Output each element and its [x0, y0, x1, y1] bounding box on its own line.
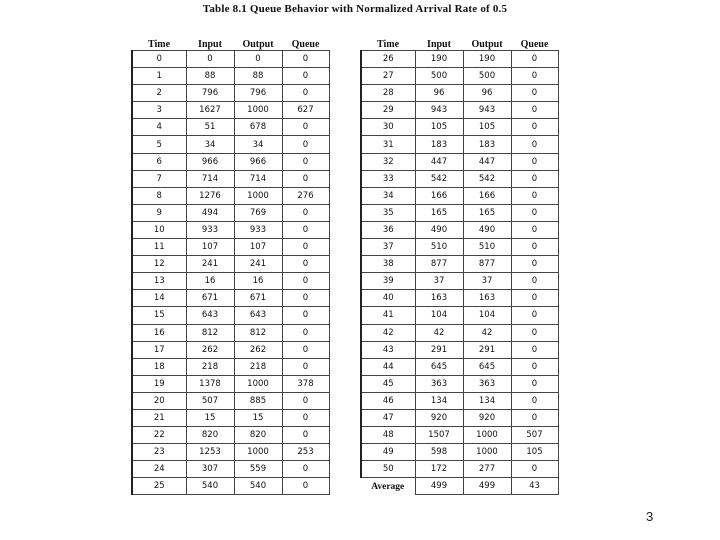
- queue-table-left: [131, 36, 330, 495]
- cell-time: 23: [132, 444, 186, 461]
- cell-output: 559: [234, 461, 282, 478]
- cell-queue: 0: [511, 119, 558, 136]
- table-row: [361, 409, 558, 426]
- cell-input: 920: [415, 409, 463, 426]
- table-row: [132, 119, 329, 136]
- cell-time: 29: [361, 102, 415, 119]
- table-row: [361, 290, 558, 307]
- cell-output: 183: [463, 136, 511, 153]
- table-row: [132, 427, 329, 444]
- cell-input: 363: [415, 375, 463, 392]
- table-row: [132, 153, 329, 170]
- table-row: [361, 221, 558, 238]
- cell-input: 172: [415, 461, 463, 478]
- cell-time: 34: [361, 187, 415, 204]
- table-row: [132, 392, 329, 409]
- table-row: [361, 51, 558, 68]
- table-row: [132, 461, 329, 478]
- cell-input: 307: [186, 461, 234, 478]
- cell-output: 96: [463, 85, 511, 102]
- table-row: [361, 102, 558, 119]
- cell-time: 28: [361, 85, 415, 102]
- cell-time: 15: [132, 307, 186, 324]
- cell-time: 45: [361, 375, 415, 392]
- table-row: [132, 51, 329, 68]
- cell-time: 27: [361, 68, 415, 85]
- table-row: [361, 256, 558, 273]
- table-row: [132, 324, 329, 341]
- cell-queue: 0: [282, 273, 329, 290]
- cell-time: 21: [132, 409, 186, 426]
- cell-queue: 0: [282, 170, 329, 187]
- cell-time: 31: [361, 136, 415, 153]
- cell-input: 447: [415, 153, 463, 170]
- cell-output: 107: [234, 239, 282, 256]
- cell-time: 48: [361, 427, 415, 444]
- cell-input: 510: [415, 239, 463, 256]
- cell-queue: 253: [282, 444, 329, 461]
- cell-output: 42: [463, 324, 511, 341]
- cell-input: 820: [186, 427, 234, 444]
- cell-queue: 0: [282, 341, 329, 358]
- cell-input: 183: [415, 136, 463, 153]
- cell-queue: 0: [511, 324, 558, 341]
- cell-queue: 627: [282, 102, 329, 119]
- table-row: [132, 358, 329, 375]
- cell-time: 46: [361, 392, 415, 409]
- cell-time: 50: [361, 461, 415, 478]
- cell-queue: 378: [282, 375, 329, 392]
- cell-output: 877: [463, 256, 511, 273]
- table-row: [361, 68, 558, 85]
- cell-queue: 0: [282, 324, 329, 341]
- table-row: [361, 153, 558, 170]
- cell-input: 134: [415, 392, 463, 409]
- header-queue: Queue: [520, 39, 549, 50]
- cell-time: 37: [361, 239, 415, 256]
- cell-queue: 0: [511, 85, 558, 102]
- cell-output: 16: [234, 273, 282, 290]
- cell-input: 714: [186, 170, 234, 187]
- cell-output: 1000: [234, 102, 282, 119]
- cell-queue: 0: [282, 204, 329, 221]
- cell-input: 165: [415, 204, 463, 221]
- cell-time: 22: [132, 427, 186, 444]
- cell-time: 14: [132, 290, 186, 307]
- table-row: [132, 341, 329, 358]
- cell-time: 49: [361, 444, 415, 461]
- table-row: [361, 119, 558, 136]
- table-row: [132, 273, 329, 290]
- cell-time: 38: [361, 256, 415, 273]
- cell-queue: 0: [511, 341, 558, 358]
- cell-output: 165: [463, 204, 511, 221]
- header-time: Time: [376, 39, 400, 50]
- cell-queue: 0: [282, 478, 329, 495]
- table-row: [361, 341, 558, 358]
- table-row: [132, 102, 329, 119]
- cell-output: 291: [463, 341, 511, 358]
- cell-output: 241: [234, 256, 282, 273]
- cell-output: 105: [463, 119, 511, 136]
- table-row: [132, 375, 329, 392]
- cell-output: 1000: [463, 427, 511, 444]
- cell-queue: 0: [511, 290, 558, 307]
- table-row: [361, 136, 558, 153]
- cell-input: 88: [186, 68, 234, 85]
- cell-queue: 0: [511, 68, 558, 85]
- cell-input: 540: [186, 478, 234, 495]
- cell-queue: 0: [511, 51, 558, 68]
- cell-queue: 0: [511, 307, 558, 324]
- cell-time: 42: [361, 324, 415, 341]
- cell-output: 678: [234, 119, 282, 136]
- cell-queue: 276: [282, 187, 329, 204]
- cell-input: 190: [415, 51, 463, 68]
- cell-queue: 0: [511, 187, 558, 204]
- cell-input: 37: [415, 273, 463, 290]
- cell-output: 542: [463, 170, 511, 187]
- cell-queue: 0: [511, 204, 558, 221]
- cell-queue: 0: [511, 136, 558, 153]
- cell-input: 943: [415, 102, 463, 119]
- cell-queue: 0: [282, 85, 329, 102]
- cell-input: 507: [186, 392, 234, 409]
- header-row: [132, 36, 329, 51]
- cell-output: 645: [463, 358, 511, 375]
- table-row: [132, 307, 329, 324]
- cell-input: 542: [415, 170, 463, 187]
- cell-time: 24: [132, 461, 186, 478]
- cell-queue: 0: [511, 273, 558, 290]
- cell-time: 7: [132, 170, 186, 187]
- cell-time: 43: [361, 341, 415, 358]
- cell-queue: 105: [511, 444, 558, 461]
- cell-time: 41: [361, 307, 415, 324]
- table-row: [132, 409, 329, 426]
- table-row: [132, 68, 329, 85]
- cell-time: 19: [132, 375, 186, 392]
- cell-input: 218: [186, 358, 234, 375]
- cell-queue: 0: [282, 392, 329, 409]
- cell-time: 8: [132, 187, 186, 204]
- cell-time: 2: [132, 85, 186, 102]
- cell-time: 18: [132, 358, 186, 375]
- cell-input: 933: [186, 221, 234, 238]
- table-row: [361, 239, 558, 256]
- cell-output: 500: [463, 68, 511, 85]
- cell-input: 163: [415, 290, 463, 307]
- cell-time: 1: [132, 68, 186, 85]
- cell-input: 96: [415, 85, 463, 102]
- cell-input: 494: [186, 204, 234, 221]
- cell-queue: 0: [282, 358, 329, 375]
- cell-input: 166: [415, 187, 463, 204]
- cell-queue: 43: [511, 478, 558, 495]
- cell-output: 920: [463, 409, 511, 426]
- cell-time: 3: [132, 102, 186, 119]
- cell-input: 671: [186, 290, 234, 307]
- header-input: Input: [198, 39, 222, 50]
- page-number: 3: [646, 509, 654, 524]
- cell-input: 1276: [186, 187, 234, 204]
- cell-time: 40: [361, 290, 415, 307]
- table-row: [132, 187, 329, 204]
- cell-queue: 0: [282, 68, 329, 85]
- cell-output: 510: [463, 239, 511, 256]
- cell-time: 44: [361, 358, 415, 375]
- cell-output: 104: [463, 307, 511, 324]
- cell-output: 88: [234, 68, 282, 85]
- cell-queue: 0: [282, 136, 329, 153]
- cell-time: 4: [132, 119, 186, 136]
- cell-output: 1000: [234, 187, 282, 204]
- cell-time: 9: [132, 204, 186, 221]
- cell-input: 1507: [415, 427, 463, 444]
- cell-input: 643: [186, 307, 234, 324]
- table-row: [361, 444, 558, 461]
- table-row: [132, 85, 329, 102]
- cell-output: 363: [463, 375, 511, 392]
- cell-input: 877: [415, 256, 463, 273]
- cell-input: 499: [415, 478, 463, 495]
- cell-output: 163: [463, 290, 511, 307]
- table-row: [132, 136, 329, 153]
- cell-output: 1000: [234, 375, 282, 392]
- cell-output: 134: [463, 392, 511, 409]
- cell-time: 16: [132, 324, 186, 341]
- table-row: [361, 375, 558, 392]
- cell-output: 933: [234, 221, 282, 238]
- cell-queue: 0: [511, 392, 558, 409]
- cell-output: 15: [234, 409, 282, 426]
- cell-queue: 0: [282, 409, 329, 426]
- cell-input: 598: [415, 444, 463, 461]
- cell-queue: 0: [511, 358, 558, 375]
- cell-input: 34: [186, 136, 234, 153]
- table-row: [361, 85, 558, 102]
- cell-output: 499: [463, 478, 511, 495]
- cell-input: 1627: [186, 102, 234, 119]
- cell-output: 943: [463, 102, 511, 119]
- cell-queue: 0: [511, 102, 558, 119]
- cell-input: 16: [186, 273, 234, 290]
- table-row: [132, 444, 329, 461]
- cell-queue: 0: [282, 51, 329, 68]
- cell-time: 33: [361, 170, 415, 187]
- cell-output: 812: [234, 324, 282, 341]
- cell-output: 966: [234, 153, 282, 170]
- table-row: [361, 307, 558, 324]
- cell-queue: 0: [511, 153, 558, 170]
- cell-input: 812: [186, 324, 234, 341]
- cell-input: 105: [415, 119, 463, 136]
- cell-time: 13: [132, 273, 186, 290]
- table-row: [361, 187, 558, 204]
- cell-queue: 0: [511, 221, 558, 238]
- cell-time: 26: [361, 51, 415, 68]
- cell-input: 500: [415, 68, 463, 85]
- cell-input: 42: [415, 324, 463, 341]
- cell-queue: 0: [282, 307, 329, 324]
- cell-queue: 0: [511, 239, 558, 256]
- cell-output: 490: [463, 221, 511, 238]
- cell-input: 1253: [186, 444, 234, 461]
- cell-time: 10: [132, 221, 186, 238]
- cell-output: 540: [234, 478, 282, 495]
- cell-queue: 0: [511, 461, 558, 478]
- table-row: [361, 324, 558, 341]
- cell-queue: 0: [511, 170, 558, 187]
- cell-time: 5: [132, 136, 186, 153]
- cell-input: 51: [186, 119, 234, 136]
- cell-input: 107: [186, 239, 234, 256]
- table-row: [361, 392, 558, 409]
- cell-time: 12: [132, 256, 186, 273]
- cell-queue: 507: [511, 427, 558, 444]
- table-row: [132, 170, 329, 187]
- table-row: [361, 273, 558, 290]
- table-row: [361, 358, 558, 375]
- header-output: Output: [242, 39, 274, 50]
- table-row: [361, 204, 558, 221]
- table-row: [361, 461, 558, 478]
- table-row: [132, 256, 329, 273]
- cell-output: 447: [463, 153, 511, 170]
- cell-input: 104: [415, 307, 463, 324]
- cell-time: 39: [361, 273, 415, 290]
- queue-table-right: [360, 36, 559, 495]
- cell-output: 34: [234, 136, 282, 153]
- cell-output: 769: [234, 204, 282, 221]
- cell-output: 218: [234, 358, 282, 375]
- cell-time: 32: [361, 153, 415, 170]
- table-row: [132, 478, 329, 495]
- cell-input: 1378: [186, 375, 234, 392]
- cell-queue: 0: [511, 256, 558, 273]
- cell-output: 714: [234, 170, 282, 187]
- cell-queue: 0: [282, 153, 329, 170]
- cell-output: 820: [234, 427, 282, 444]
- cell-input: 0: [186, 51, 234, 68]
- cell-input: 490: [415, 221, 463, 238]
- cell-queue: 0: [282, 427, 329, 444]
- cell-output: 277: [463, 461, 511, 478]
- cell-input: 796: [186, 85, 234, 102]
- cell-output: 643: [234, 307, 282, 324]
- cell-time: 25: [132, 478, 186, 495]
- cell-time: 11: [132, 239, 186, 256]
- header-queue: Queue: [291, 39, 320, 50]
- cell-time: 6: [132, 153, 186, 170]
- header-output: Output: [471, 39, 503, 50]
- cell-time: 0: [132, 51, 186, 68]
- header-row: [361, 36, 558, 51]
- cell-output: 0: [234, 51, 282, 68]
- cell-time: 17: [132, 341, 186, 358]
- cell-output: 37: [463, 273, 511, 290]
- header-input: Input: [427, 39, 451, 50]
- cell-input: 15: [186, 409, 234, 426]
- table-row: [361, 478, 558, 495]
- cell-input: 262: [186, 341, 234, 358]
- table-row: [132, 239, 329, 256]
- cell-queue: 0: [511, 375, 558, 392]
- cell-queue: 0: [511, 409, 558, 426]
- cell-time: Average: [361, 478, 415, 495]
- cell-queue: 0: [282, 461, 329, 478]
- cell-time: 30: [361, 119, 415, 136]
- cell-output: 796: [234, 85, 282, 102]
- cell-queue: 0: [282, 239, 329, 256]
- table-row: [132, 204, 329, 221]
- table-row: [132, 221, 329, 238]
- table-row: [132, 290, 329, 307]
- table-row: [361, 427, 558, 444]
- table-row: [361, 170, 558, 187]
- cell-input: 645: [415, 358, 463, 375]
- cell-time: 47: [361, 409, 415, 426]
- cell-time: 36: [361, 221, 415, 238]
- cell-time: 35: [361, 204, 415, 221]
- cell-input: 241: [186, 256, 234, 273]
- cell-output: 671: [234, 290, 282, 307]
- cell-output: 1000: [463, 444, 511, 461]
- cell-output: 262: [234, 341, 282, 358]
- header-time: Time: [147, 39, 171, 50]
- cell-output: 166: [463, 187, 511, 204]
- cell-queue: 0: [282, 290, 329, 307]
- cell-time: 20: [132, 392, 186, 409]
- cell-output: 1000: [234, 444, 282, 461]
- cell-input: 291: [415, 341, 463, 358]
- cell-input: 966: [186, 153, 234, 170]
- cell-queue: 0: [282, 119, 329, 136]
- cell-output: 885: [234, 392, 282, 409]
- cell-queue: 0: [282, 221, 329, 238]
- table-title: Table 8.1 Queue Behavior with Normalized Arrival Rate of 0.5: [202, 3, 508, 15]
- cell-queue: 0: [282, 256, 329, 273]
- cell-output: 190: [463, 51, 511, 68]
